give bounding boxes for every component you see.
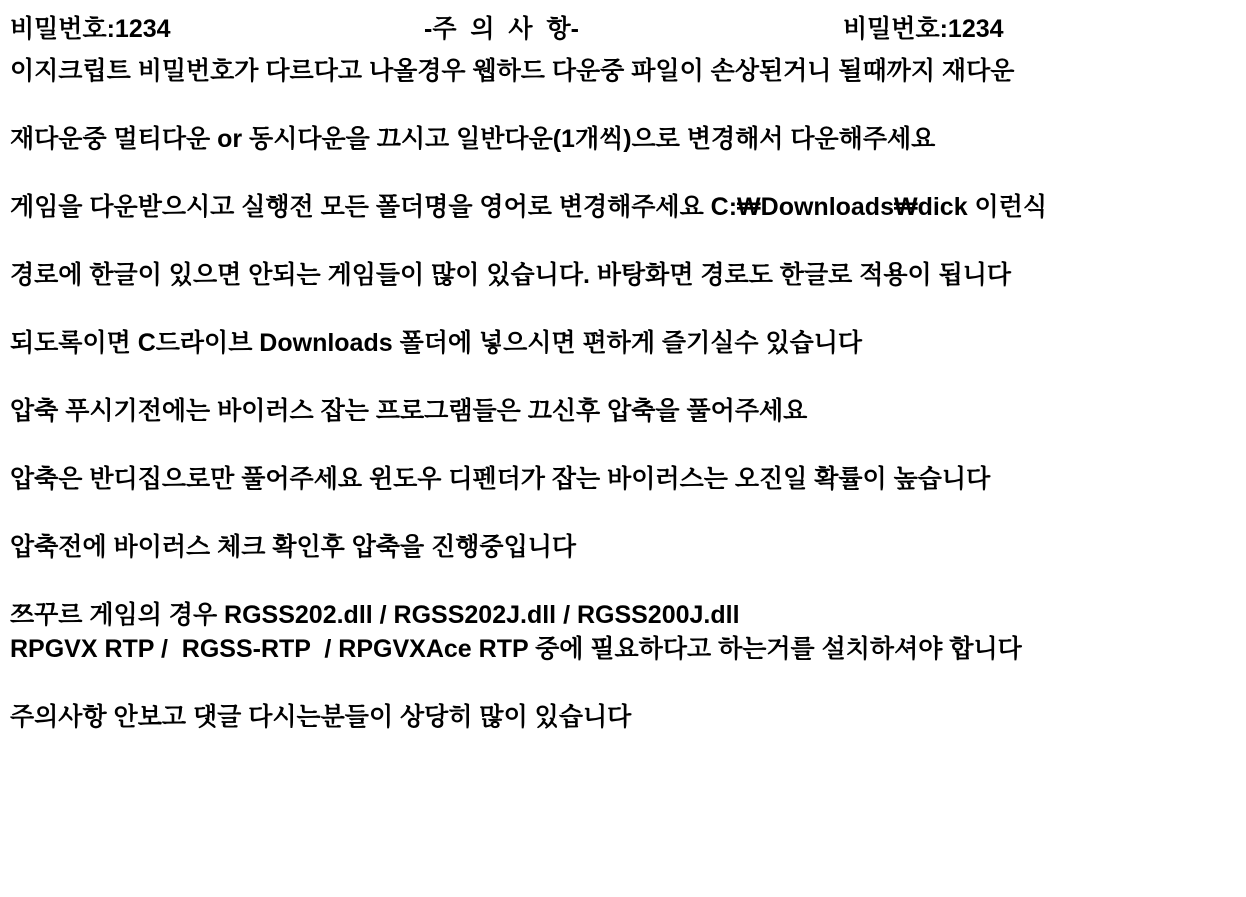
password-label-right: 비밀번호:1234 <box>843 15 1004 43</box>
notice-line: 이지크립트 비밀번호가 다르다고 나올경우 웹하드 다운중 파일이 손상된거니 될때까지 재다운 <box>10 57 1015 85</box>
notice-header <box>0 0 1246 56</box>
notice-line: 압축 푸시기전에는 바이러스 잡는 프로그램들은 끄신후 압축을 풀어주세요 <box>10 397 808 425</box>
notice-line: 압축전에 바이러스 체크 확인후 압축을 진행중입니다 <box>10 533 577 561</box>
notice-line: 쯔꾸르 게임의 경우 RGSS202.dll / RGSS202J.dll / RGSS200J.dll <box>10 601 740 629</box>
notice-body <box>0 56 1246 732</box>
notice-line: 게임을 다운받으시고 실행전 모든 폴더명을 영어로 변경해주세요 C:₩Downloads₩dick 이런식 <box>10 193 1048 221</box>
notice-line: 주의사항 안보고 댓글 다시는분들이 상당히 많이 있습니다 <box>10 703 632 731</box>
notice-line: 재다운중 멀티다운 or 동시다운을 끄시고 일반다운(1개씩)으로 변경해서 다운해주세요 <box>10 125 936 153</box>
notice-line: 경로에 한글이 있으면 안되는 게임들이 많이 있습니다. 바탕화면 경로도 한글로 적용이 됩니다 <box>10 261 1012 289</box>
notice-line: 되도록이면 C드라이브 Downloads 폴더에 넣으시면 편하게 즐기실수 있습니다 <box>10 329 863 357</box>
notice-line: 압축은 반디집으로만 풀어주세요 윈도우 디펜더가 잡는 바이러스는 오진일 확률이 높습니다 <box>10 465 991 493</box>
notice-line: RPGVX RTP / RGSS-RTP / RPGVXAce RTP 중에 필요하다고 하는거를 설치하셔야 합니다 <box>10 635 1022 663</box>
password-label-left: 비밀번호:1234 <box>10 15 171 43</box>
page-title: -주 의 사 항- <box>424 15 579 43</box>
